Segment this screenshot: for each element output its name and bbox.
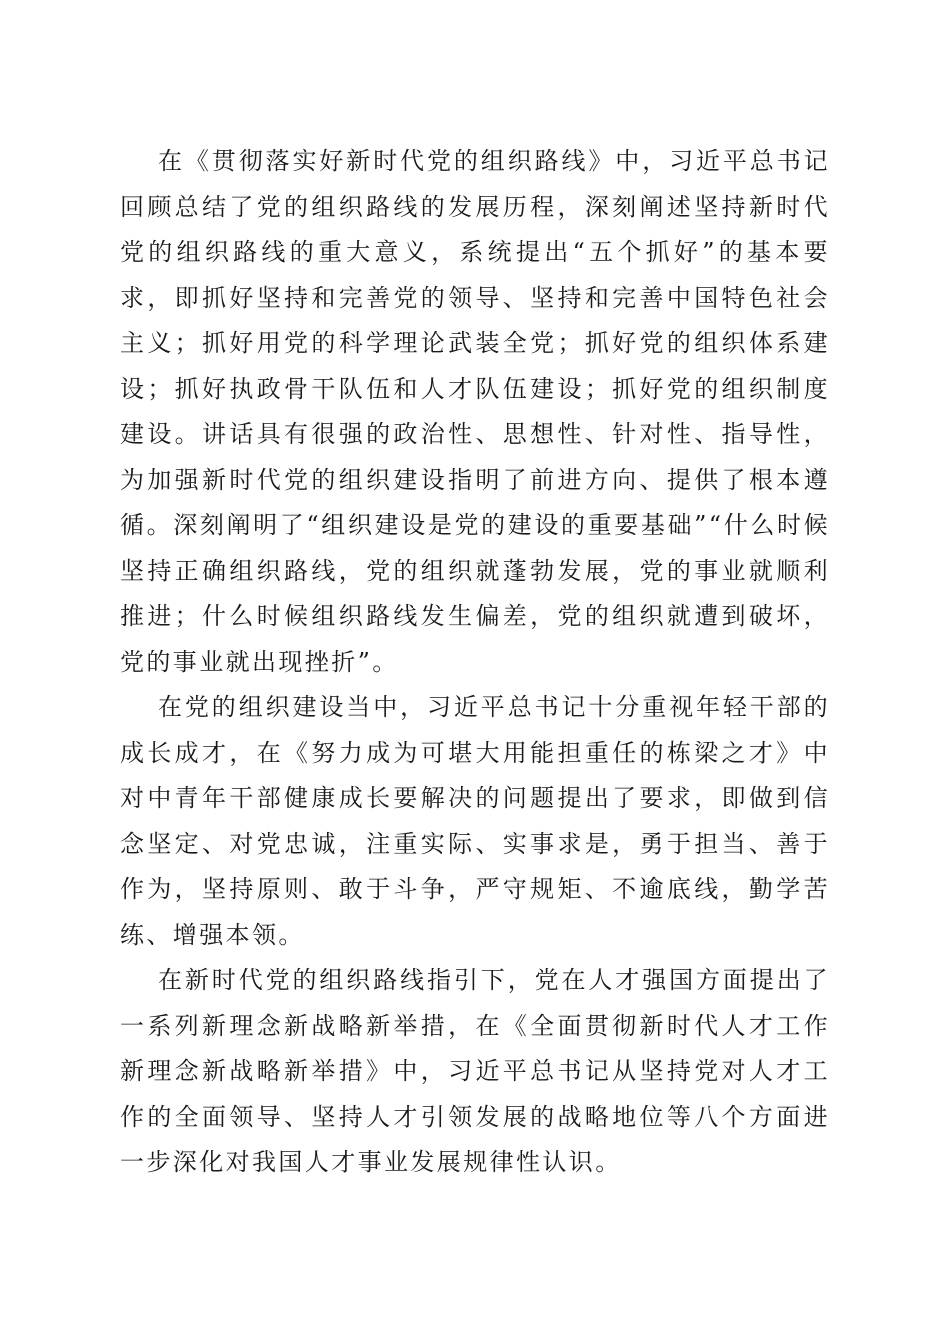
paragraph-young-cadres: 在党的组织建设当中，习近平总书记十分重视年轻干部的成长成才，在《努力成为可堪大用能担重任的栋梁之才》中对中青年干部健康成长要解决的问题提出了要求，即做到信念坚定、对党忠诚，注重实际、实事求是，勇于担当、善于作为，坚持原则、敢于斗争，严守规矩、不逾底线，勤学苦练、增强本领。 [120, 693, 830, 949]
paragraph-talent-work: 在新时代党的组织路线指引下，党在人才强国方面提出了一系列新理念新战略新举措，在《全面贯彻新时代人才工作新理念新战略新举措》中，习近平总书记从坚持党对人才工作的全面领导、坚持人才引领发展的战略地位等八个方面进一步深化对我国人才事业发展规律性认识。 [120, 966, 830, 1176]
paragraph-organizational-line: 在《贯彻落实好新时代党的组织路线》中，习近平总书记回顾总结了党的组织路线的发展历程，深刻阐述坚持新时代党的组织路线的重大意义，系统提出“五个抓好”的基本要求，即抓好坚持和完善党的领导、坚持和完善中国特色社会主义；抓好用党的科学理论武装全党；抓好党的组织体系建设；抓好执政骨干队伍和人才队伍建设；抓好党的组织制度建设。讲话具有很强的政治性、思想性、针对性、指导性，为加强新时代党的组织建设指明了前进方向、提供了根本遵循。深刻阐明了“组织建设是党的建设的重要基础”“什么时候坚持正确组织路线，党的组织就蓬勃发展，党的事业就顺利推进；什么时候组织路线发生偏差，党的组织就遭到破坏，党的事业就出现挫折”。 [120, 147, 830, 676]
document-body [120, 139, 830, 1186]
